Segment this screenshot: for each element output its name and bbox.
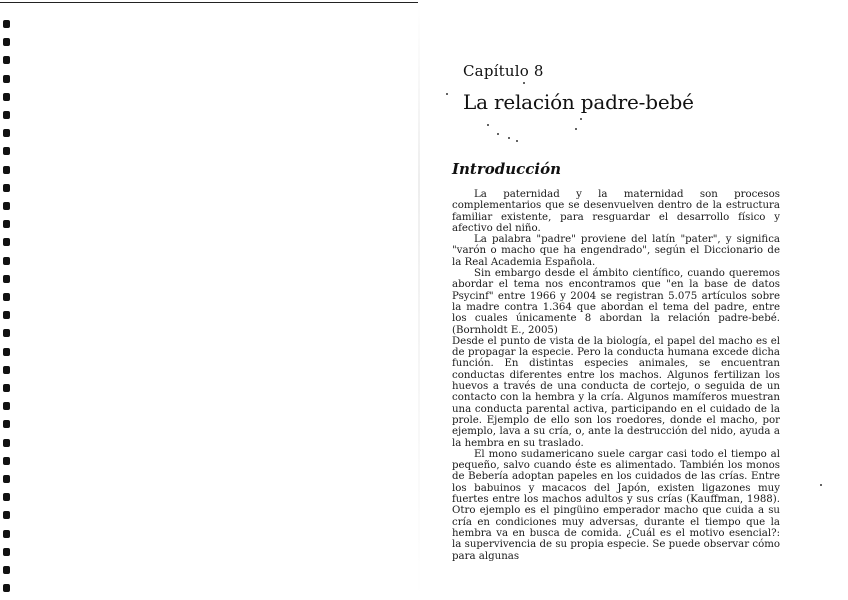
binding-hole <box>3 311 10 319</box>
binding-hole <box>3 93 10 101</box>
binding-hole <box>3 56 10 64</box>
binding-hole <box>3 384 10 392</box>
binding-edge <box>0 0 30 600</box>
binding-hole <box>3 275 10 283</box>
page-fold <box>418 0 420 600</box>
paragraph: Desde el punto de vista de la biología, el papel del macho es el de propagar la especie. Pero la conducta humana excede dicha función. En distintas especies animales, se encuentran conductas diferentes entre los machos. Algunos fertilizan los huevos a través de una conducta de cortejo, o seguida de un contacto con la hembra y la cría. Algunos mamíferos muestran una conducta parental activa, participando en el cuidado de la prole. Ejemplo de ello son los roedores, donde el macho, por ejemplo, lava a su cría, o, ante la destrucción del nido, ayuda a la hembra en su traslado. <box>452 335 780 449</box>
binding-hole <box>3 111 10 119</box>
binding-hole <box>3 566 10 574</box>
binding-hole <box>3 147 10 155</box>
page-top-edge <box>0 2 420 3</box>
binding-hole <box>3 402 10 410</box>
binding-hole <box>3 202 10 210</box>
section-heading: Introducción <box>452 160 562 178</box>
binding-hole <box>3 238 10 246</box>
paragraph: Sin embargo desde el ámbito científico, cuando queremos abordar el tema nos encontramos que "en la base de datos Psycinf" entre 1966 y 2004 se registran 5.075 artículos sobre la madre contra 1.364 que abordan el tema del padre, entre los cuales únicamente 8 abordan la relación padre-bebé. (Bornholdt E., 2005) <box>452 268 780 336</box>
binding-hole <box>3 220 10 228</box>
binding-hole <box>3 20 10 28</box>
binding-hole <box>3 548 10 556</box>
binding-hole <box>3 530 10 538</box>
binding-hole <box>3 75 10 83</box>
paragraph: La palabra "padre" proviene del latín "pater", y significa "varón o macho que ha engendrado", según el Diccionario de la Real Academia Española. <box>452 234 780 268</box>
binding-hole <box>3 38 10 46</box>
binding-hole <box>3 366 10 374</box>
chapter-label: Capítulo 8 <box>463 62 544 80</box>
binding-hole <box>3 511 10 519</box>
binding-hole <box>3 129 10 137</box>
binding-hole <box>3 329 10 337</box>
paragraph: El mono sudamericano suele cargar casi todo el tiempo al pequeño, salvo cuando éste es alimentado. También los monos de Bebería adoptan papeles en los cuidados de las crías. Entre los babuinos y macacos del Japón, existen ligazones muy fuertes entre los machos adultos y sus crías (Kauffman, 1988). Otro ejemplo es el pingüino emperador macho que cuida a su cría en condiciones muy adversas, durante el tiempo que la hembra va en busca de comida. ¿Cuál es el motivo esencial?: la supervivencia de su propia especie. Se puede observar cómo para algunas <box>452 448 780 562</box>
chapter-title: La relación padre-bebé <box>463 90 694 114</box>
body-text <box>452 189 780 562</box>
binding-hole <box>3 475 10 483</box>
binding-hole <box>3 439 10 447</box>
binding-hole <box>3 166 10 174</box>
binding-hole <box>3 493 10 501</box>
binding-hole <box>3 348 10 356</box>
binding-hole <box>3 184 10 192</box>
binding-hole <box>3 257 10 265</box>
binding-hole <box>3 584 10 592</box>
paragraph: La paternidad y la maternidad son procesos complementarios que se desenvuelven dentro de la estructura familiar existente, para resguardar el desarrollo físico y afectivo del niño. <box>452 189 780 234</box>
binding-hole <box>3 293 10 301</box>
binding-hole <box>3 420 10 428</box>
binding-hole <box>3 457 10 465</box>
